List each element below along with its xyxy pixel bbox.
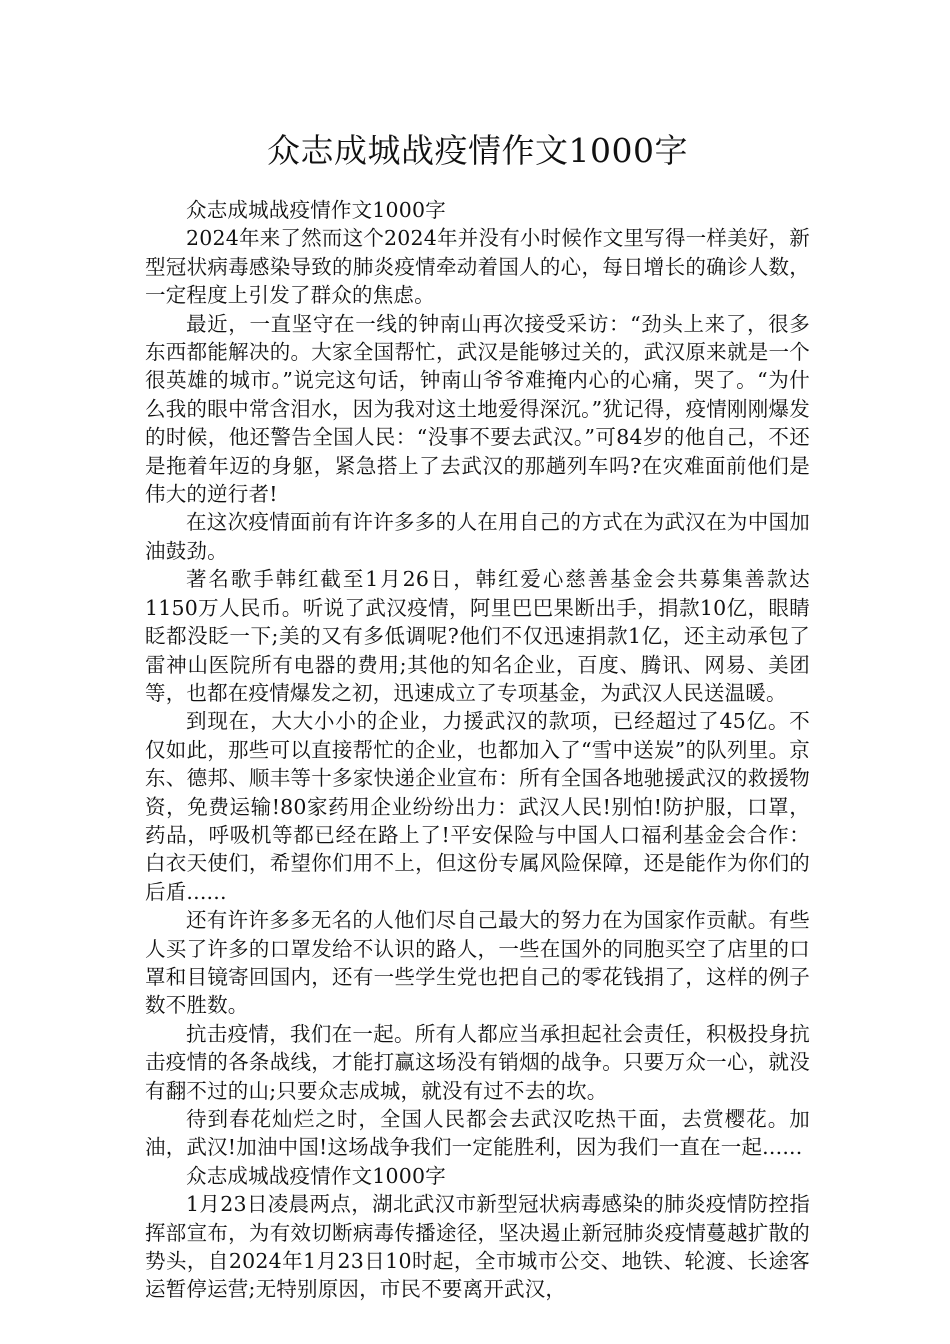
paragraph: 抗击疫情，我们在一起。所有人都应当承担起社会责任，积极投身抗击疫情的各条战线，才能打赢这场没有销烟的战争。只要万众一心，就没有翻不过的山;只要众志成城，就没有过不去的坎。 [145,1021,810,1103]
paragraph: 众志成城战疫情作文1000字 [186,1163,446,1188]
paragraph: 著名歌手韩红截至1月26日，韩红爱心慈善基金会共募集善款达1150万人民币。听说了武汉疫情，阿里巴巴果断出手，捐款10亿，眼睛眨都没眨一下;美的又有多低调呢?他们不仅迅速捐款1亿，还主动承包了雷神山医院所有电器的费用;其他的知名企业，百度、腾讯、网易、美团等，也都在疫情爆发之初，迅速成立了专项基金，为武汉人民送温暖。 [145,567,810,705]
document-page [145,118,810,1304]
paragraph: 待到春花灿烂之时，全国人民都会去武汉吃热干面，去赏樱花。加油，武汉!加油中国!这场战争我们一定能胜利，因为我们一直在一起...... [145,1107,810,1160]
paragraph: 众志成城战疫情作文1000字 [186,198,446,222]
paragraph: 还有许许多多无名的人他们尽自己最大的努力在为国家作贡献。有些人买了许多的口罩发给不认识的路人，一些在国外的同胞买空了店里的口罩和目镜寄回国内，还有一些学生党也把自己的零花钱捐了，这样的例子数不胜数。 [145,908,810,1018]
paragraph: 到现在，大大小小的企业，力援武汉的款项，已经超过了45亿。不仅如此，那些可以直接帮忙的企业，也都加入了“雪中送炭”的队列里。京东、德邦、顺丰等十多家快递企业宣布：所有全国各地驰援武汉的救援物资，免费运输!80家药用企业纷纷出力：武汉人民!别怕!防护服，口罩，药品，呼吸机等都已经在路上了!平安保险与中国人口福利基金会合作：白衣天使们，希望你们用不上，但这份专属风险保障，还是能作为你们的后盾...... [145,709,810,904]
paragraph: 最近，一直坚守在一线的钟南山再次接受采访：“劲头上来了，很多东西都能解决的。大家全国帮忙，武汉是能够过关的，武汉原来就是一个很英雄的城市。”说完这句话，钟南山爷爷难掩内心的心痛，哭了。“为什么我的眼中常含泪水，因为我对这土地爱得深沉。”犹记得，疫情刚刚爆发的时候，他还警告全国人民：“没事不要去武汉。”可84岁的他自己，不还是拖着年迈的身躯，紧急搭上了去武汉的那趟列车吗?在灾难面前他们是伟大的逆行者! [145,311,810,507]
paragraph: 1月23日凌晨两点，湖北武汉市新型冠状病毒感染的肺炎疫情防控指挥部宣布，为有效切断病毒传播途径，坚决遏止新冠肺炎疫情蔓越扩散的势头，自2024年1月23日10时起，全市城市公交、地铁、轮渡、长途客运暂停运营;无特别原因，市民不要离开武汉， [145,1192,810,1302]
document-title: 众志成城战疫情作文1000字 [267,131,688,170]
paragraph: 2024年来了然而这个2024年并没有小时候作文里写得一样美好，新型冠状病毒感染导致的肺炎疫情牵动着国人的心，每日增长的确诊人数，一定程度上引发了群众的焦虑。 [145,226,810,308]
paragraph: 在这次疫情面前有许许多多的人在用自己的方式在为武汉在为中国加油鼓劲。 [145,510,810,563]
